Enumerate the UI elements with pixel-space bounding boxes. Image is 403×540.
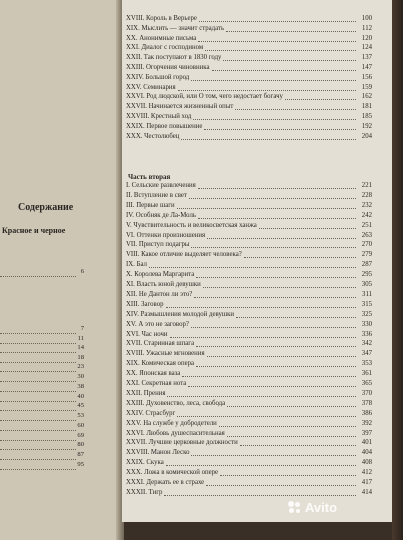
toc-entry-page: 156 bbox=[361, 73, 372, 81]
toc-entry bbox=[126, 201, 372, 211]
dot-leader bbox=[177, 208, 356, 209]
toc-entry-page: 336 bbox=[361, 330, 372, 338]
toc-entry-page: 378 bbox=[361, 399, 372, 407]
left-dot-leader bbox=[0, 420, 76, 421]
toc-entry bbox=[126, 112, 372, 122]
toc-entry-title: IX. Бал bbox=[126, 261, 147, 269]
toc-entry bbox=[126, 270, 372, 280]
left-page bbox=[0, 0, 122, 540]
avito-wordmark: Avito bbox=[305, 500, 338, 515]
toc-entry-title: III. Первые шаги bbox=[126, 201, 175, 209]
dot-leader bbox=[212, 70, 357, 71]
dot-leader bbox=[223, 60, 356, 61]
toc-entry-title: XXX. Ложа в комической опере bbox=[126, 469, 219, 477]
toc-entry bbox=[126, 468, 372, 478]
dot-leader bbox=[189, 198, 356, 199]
toc-entry-page: 192 bbox=[361, 122, 372, 130]
dot-leader bbox=[196, 346, 356, 347]
toc-entry bbox=[126, 211, 372, 221]
left-page-number: 69 bbox=[77, 432, 84, 439]
dot-leader bbox=[170, 337, 356, 338]
dot-leader bbox=[164, 495, 356, 496]
toc-entry-page: 408 bbox=[361, 459, 372, 467]
toc-entry-title: XXI. Диалог с господином bbox=[126, 44, 204, 52]
toc-entry-title: XXIV. Большой город bbox=[126, 73, 190, 81]
dot-leader bbox=[178, 90, 356, 91]
toc-entry-page: 325 bbox=[361, 310, 372, 318]
dot-leader bbox=[166, 465, 356, 466]
toc-entry bbox=[126, 330, 372, 340]
toc-entry-title: XXV. На службе у добродетели bbox=[126, 419, 217, 427]
dot-leader bbox=[199, 21, 356, 22]
left-dot-leader bbox=[0, 276, 76, 277]
dot-leader bbox=[198, 41, 356, 42]
toc-entry-page: 412 bbox=[361, 469, 372, 477]
toc-entry bbox=[126, 122, 372, 132]
toc-entry-title: XIX. Комическая опера bbox=[126, 360, 195, 368]
toc-entry-page: 162 bbox=[361, 93, 372, 101]
toc-entry-page: 386 bbox=[361, 409, 372, 417]
part-two-label: Часть вторая bbox=[128, 173, 171, 181]
left-page-number: 53 bbox=[77, 412, 84, 419]
dot-leader bbox=[227, 406, 356, 407]
toc-entry bbox=[126, 389, 372, 399]
left-dot-leader bbox=[0, 371, 76, 372]
toc-subtitle: Красное и черное bbox=[2, 226, 66, 235]
toc-entry-title: XI. Власть юной девушки bbox=[126, 281, 201, 288]
toc-entry-page: 159 bbox=[361, 83, 372, 91]
left-dot-leader bbox=[0, 381, 76, 382]
toc-entry bbox=[126, 409, 372, 419]
toc-entry bbox=[126, 339, 372, 349]
dot-leader bbox=[194, 297, 356, 298]
toc-entry-title: VII. Приступ подагры bbox=[126, 241, 190, 249]
dot-leader bbox=[240, 445, 356, 446]
dot-leader bbox=[204, 129, 356, 130]
toc-entry-page: 251 bbox=[361, 221, 372, 229]
toc-entry bbox=[126, 300, 372, 310]
dot-leader bbox=[196, 366, 356, 367]
toc-entry-title: XXIV. Страсбург bbox=[126, 409, 176, 417]
dot-leader bbox=[219, 426, 356, 427]
toc-entry bbox=[126, 231, 372, 241]
left-dot-leader bbox=[0, 459, 76, 460]
toc-entry-page: 311 bbox=[362, 290, 372, 298]
toc-entry-page: 185 bbox=[361, 113, 372, 120]
left-page-number: 18 bbox=[77, 354, 84, 361]
toc-entry-title: X. Королева Маргарита bbox=[126, 271, 195, 279]
toc-entry bbox=[126, 181, 372, 191]
dot-leader bbox=[196, 277, 356, 278]
toc-entry-title: II. Вступление в свет bbox=[126, 191, 187, 199]
toc-entry-title: XIV. Размышления молодой девушки bbox=[126, 310, 235, 318]
toc-entry-title: XII. Не Дантон ли это? bbox=[126, 290, 193, 298]
toc-entry-title: XXV. Семинария bbox=[126, 83, 176, 91]
dot-leader bbox=[198, 188, 356, 189]
left-page-number: 80 bbox=[77, 441, 84, 448]
toc-entry bbox=[126, 458, 372, 468]
toc-entry-page: 401 bbox=[361, 439, 372, 447]
avito-logo-icon bbox=[288, 501, 302, 515]
left-dot-leader bbox=[0, 333, 76, 334]
right-page bbox=[122, 0, 392, 522]
left-dot-leader bbox=[0, 410, 76, 411]
toc-entry-title: XXIX. Первое повышение bbox=[126, 122, 203, 130]
toc-entry-page: 112 bbox=[362, 24, 372, 32]
dot-leader bbox=[198, 218, 356, 219]
left-page-number: 6 bbox=[80, 268, 84, 275]
dot-leader bbox=[244, 257, 356, 258]
toc-entry-title: XIX. Мыслить — значит страдать bbox=[126, 24, 225, 32]
toc-entry-title: XXII. Прения bbox=[126, 389, 166, 397]
left-page-number: 40 bbox=[77, 393, 84, 400]
toc-entry-title: XXXI. Держать ее в страхе bbox=[126, 479, 205, 486]
toc-entry-title: XXVI. Любовь душеспасительная bbox=[126, 429, 225, 437]
dot-leader bbox=[203, 287, 356, 288]
left-page-number: 60 bbox=[77, 422, 84, 429]
toc-entry-page: 370 bbox=[361, 389, 372, 397]
toc-entry-page: 228 bbox=[361, 191, 372, 199]
toc-entry bbox=[126, 320, 372, 330]
left-dot-leader bbox=[0, 449, 76, 450]
toc-entry bbox=[126, 478, 372, 488]
dot-leader bbox=[236, 317, 356, 318]
toc-entry-page: 361 bbox=[361, 370, 372, 378]
toc-entry-page: 147 bbox=[361, 64, 372, 71]
dot-leader bbox=[188, 386, 356, 387]
toc-entry bbox=[126, 73, 372, 83]
toc-entry bbox=[126, 191, 372, 201]
toc-entry bbox=[126, 14, 372, 24]
left-dot-leader bbox=[0, 469, 76, 470]
toc-entry bbox=[126, 419, 372, 429]
toc-entry-title: XXVIII. Манон Леско bbox=[126, 449, 190, 457]
toc-entry bbox=[126, 280, 372, 290]
toc-entry-title: XXVI. Род людской, или О том, чего недостает богачу bbox=[126, 93, 283, 101]
toc-entry bbox=[126, 102, 372, 112]
toc-entry-title: XXI. Секретная нота bbox=[126, 380, 187, 387]
toc-entry-page: 365 bbox=[361, 380, 372, 387]
toc-entry-title: V. Чувствительность и великосветская ханжа bbox=[126, 221, 257, 229]
avito-watermark bbox=[288, 500, 337, 515]
dot-leader bbox=[177, 416, 356, 417]
dot-leader bbox=[167, 396, 356, 397]
toc-entry-page: 315 bbox=[361, 300, 372, 308]
toc-entry bbox=[126, 438, 372, 448]
dot-leader bbox=[166, 307, 357, 308]
toc-entry bbox=[126, 448, 372, 458]
toc-entry-title: XX. Анонимные письма bbox=[126, 34, 197, 42]
left-dot-leader bbox=[0, 391, 76, 392]
left-page-number: 95 bbox=[77, 461, 84, 468]
toc-entry bbox=[126, 369, 372, 379]
left-page-number: 38 bbox=[77, 383, 84, 390]
toc-entry bbox=[126, 399, 372, 409]
left-page-number: 14 bbox=[77, 344, 84, 351]
toc-entry-page: 263 bbox=[361, 231, 372, 239]
toc-entry-page: 120 bbox=[361, 34, 372, 42]
left-dot-leader bbox=[0, 352, 76, 353]
toc-entry-page: 124 bbox=[361, 44, 372, 52]
toc-entry-title: XVIII. Король в Верьере bbox=[126, 15, 197, 22]
left-page-number: 23 bbox=[77, 363, 84, 370]
toc-entry-page: 305 bbox=[361, 281, 372, 288]
toc-entry bbox=[126, 92, 372, 102]
left-page-number: 45 bbox=[77, 402, 84, 409]
toc-entry bbox=[126, 221, 372, 231]
toc-entry-title: XVIII. Ужасные мгновения bbox=[126, 350, 205, 358]
toc-entry-page: 181 bbox=[361, 103, 372, 111]
dot-leader bbox=[220, 475, 356, 476]
book-edge bbox=[392, 0, 403, 540]
toc-entry-page: 221 bbox=[361, 182, 372, 189]
toc-entry-title: XXVII. Начинается жизненный опыт bbox=[126, 103, 234, 111]
dot-leader bbox=[191, 247, 356, 248]
toc-entry-page: 353 bbox=[361, 360, 372, 368]
dot-leader bbox=[235, 109, 356, 110]
toc-entry-page: 242 bbox=[361, 211, 372, 219]
toc-entry-title: XXVIII. Крестный ход bbox=[126, 113, 192, 120]
dot-leader bbox=[207, 356, 356, 357]
toc-entry-title: IV. Особняк де Ла-Моль bbox=[126, 211, 196, 219]
dot-leader bbox=[285, 99, 356, 100]
left-page-number: 30 bbox=[77, 373, 84, 380]
toc-entry bbox=[126, 250, 372, 260]
toc-entry-page: 270 bbox=[361, 241, 372, 249]
dot-leader bbox=[206, 485, 356, 486]
dot-leader bbox=[149, 267, 356, 268]
toc-entry-title: XXIII. Огорчения чиновника bbox=[126, 64, 210, 71]
toc-entry-title: XXIX. Скука bbox=[126, 459, 164, 467]
toc-entry bbox=[126, 83, 372, 93]
dot-leader bbox=[181, 139, 356, 140]
dot-leader bbox=[182, 376, 356, 377]
toc-entry bbox=[126, 53, 372, 63]
toc-entry-page: 287 bbox=[361, 261, 372, 269]
toc-entry-title: XX. Японская ваза bbox=[126, 370, 181, 378]
toc-entry-title: XVII. Старинная шпага bbox=[126, 340, 195, 348]
toc-entry-title: XV. А это не заговор? bbox=[126, 320, 189, 328]
toc-entry bbox=[126, 290, 372, 300]
dot-leader bbox=[191, 455, 356, 456]
toc-entry bbox=[126, 24, 372, 34]
toc-entry-title: XVI. Час ночи bbox=[126, 330, 168, 338]
left-page-number: 11 bbox=[77, 335, 84, 342]
toc-entry-title: I. Сельские развлечения bbox=[126, 182, 196, 189]
toc-entry-page: 397 bbox=[361, 429, 372, 437]
left-dot-leader bbox=[0, 430, 76, 431]
toc-entry bbox=[126, 488, 372, 498]
dot-leader bbox=[191, 80, 356, 81]
toc-entry-page: 100 bbox=[361, 15, 372, 22]
toc-entry-title: XXIII. Духовенство, леса, свобода bbox=[126, 399, 226, 407]
toc-entry bbox=[126, 240, 372, 250]
toc-entry bbox=[126, 429, 372, 439]
toc-entry-title: XXXII. Тигр bbox=[126, 488, 163, 496]
toc-entry-page: 417 bbox=[361, 479, 372, 486]
toc-entry bbox=[126, 63, 372, 73]
dot-leader bbox=[191, 327, 356, 328]
toc-title: Содержание bbox=[18, 202, 74, 213]
toc-entry bbox=[126, 359, 372, 369]
toc-entry-page: 295 bbox=[361, 271, 372, 279]
toc-entry bbox=[126, 379, 372, 389]
toc-entry-page: 137 bbox=[361, 54, 372, 62]
toc-entry-title: XXVII. Лучшие церковные должности bbox=[126, 439, 238, 447]
toc-entry-title: VIII. Какое отличие выделяет человека? bbox=[126, 251, 242, 259]
dot-leader bbox=[193, 119, 356, 120]
toc-entry-page: 342 bbox=[361, 340, 372, 348]
left-page-number: 7 bbox=[80, 325, 84, 332]
dot-leader bbox=[205, 50, 356, 51]
toc-entry-title: XXX. Честолюбец bbox=[126, 132, 180, 140]
toc-entry-page: 404 bbox=[361, 449, 372, 457]
toc-entry-title: XXII. Так поступают в 1830 году bbox=[126, 54, 222, 62]
toc-entry bbox=[126, 310, 372, 320]
toc-entry bbox=[126, 132, 372, 142]
dot-leader bbox=[226, 31, 356, 32]
toc-entry-page: 232 bbox=[361, 201, 372, 209]
toc-entry bbox=[126, 34, 372, 44]
dot-leader bbox=[207, 238, 356, 239]
toc-entry bbox=[126, 43, 372, 53]
dot-leader bbox=[259, 228, 356, 229]
toc-entry-page: 347 bbox=[361, 350, 372, 358]
toc-entry-page: 204 bbox=[361, 132, 372, 140]
toc-entry bbox=[126, 260, 372, 270]
toc-entry-page: 392 bbox=[361, 419, 372, 427]
dot-leader bbox=[227, 436, 356, 437]
toc-entry-page: 414 bbox=[361, 488, 372, 496]
left-page-number: 87 bbox=[77, 451, 84, 458]
toc-entry bbox=[126, 349, 372, 359]
toc-entry-title: XIII. Заговор bbox=[126, 300, 164, 308]
toc-entry-page: 330 bbox=[361, 320, 372, 328]
toc-entry-page: 279 bbox=[361, 251, 372, 259]
toc-entry-title: VI. Оттенки произношения bbox=[126, 231, 206, 239]
